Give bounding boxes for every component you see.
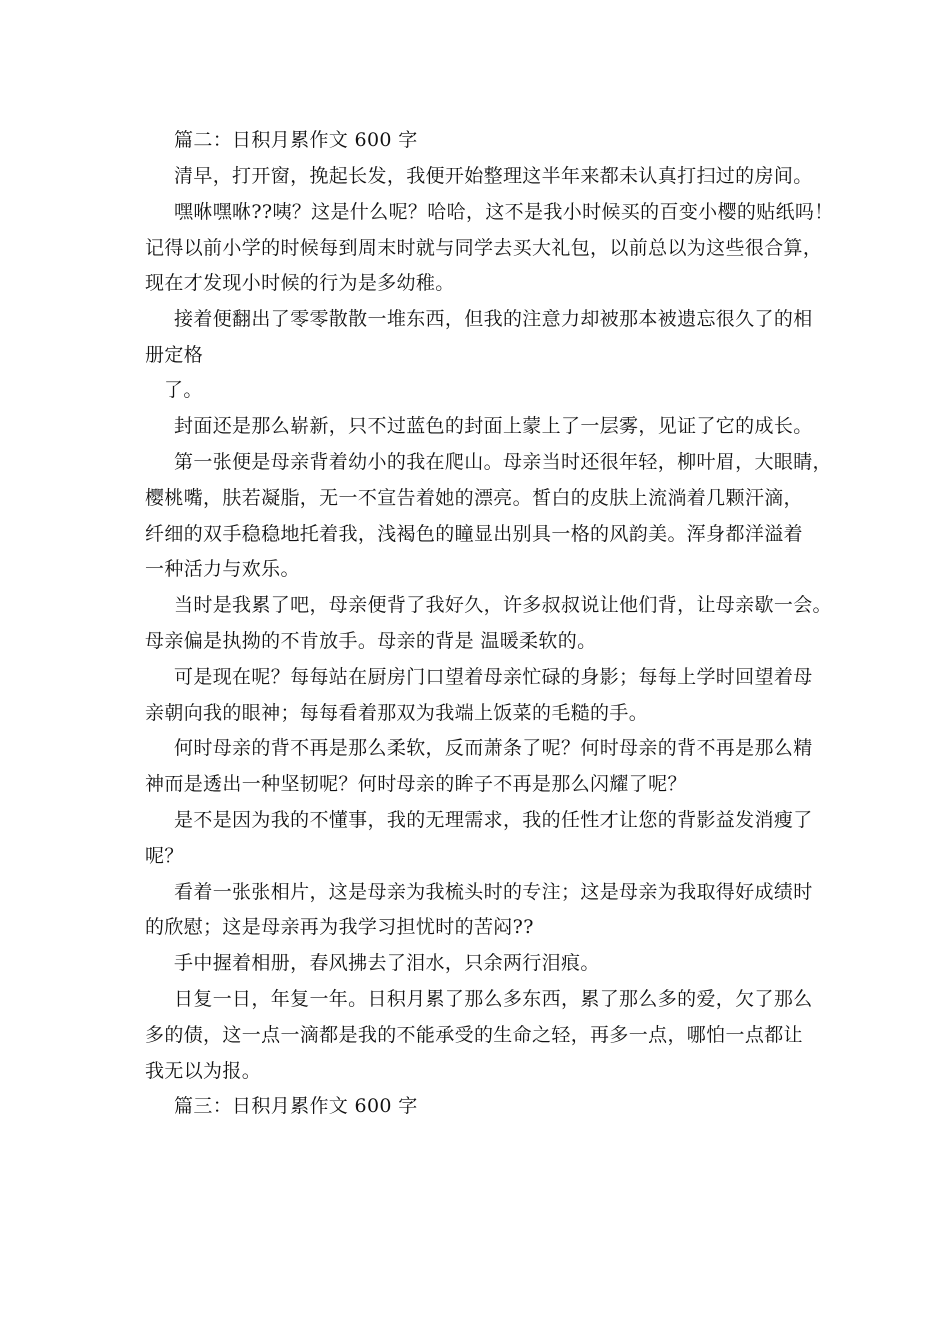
text-line: 日复一日，年复一年。日积月累了那么多东西，累了那么多的爱，欠了那么 xyxy=(174,988,813,1010)
text-line: 接着便翻出了零零散散一堆东西，但我的注意力却被那本被遗忘很久了的相 xyxy=(174,308,813,330)
text-line: 纤细的双手稳稳地托着我，浅褐色的瞳显出别具一格的风韵美。浑身都洋溢着 xyxy=(145,523,803,545)
text-line: 多的债，这一点一滴都是我的不能承受的生命之轻，再多一点，哪怕一点都让 xyxy=(145,1024,803,1046)
text-line: 封面还是那么崭新，只不过蓝色的封面上蒙上了一层雾，见证了它的成长。 xyxy=(174,415,813,437)
text-line: 册定格 xyxy=(145,344,204,366)
text-line: 看着一张张相片，这是母亲为我梳头时的专注；这是母亲为我取得好成绩时 xyxy=(174,881,813,903)
text-line: 呢？ xyxy=(145,845,184,867)
text-line: 亲朝向我的眼神；每每看着那双为我端上饭菜的毛糙的手。 xyxy=(145,702,649,724)
text-line: 可是现在呢？每每站在厨房门口望着母亲忙碌的身影；每每上学时回望着母 xyxy=(174,666,813,688)
text-line: 清早，打开窗，挽起长发，我便开始整理这半年来都未认真打扫过的房间。 xyxy=(174,165,813,187)
text-line: 的欣慰；这是母亲再为我学习担忧时的苦闷?? xyxy=(145,916,534,938)
text-line: 手中握着相册，春风拂去了泪水，只余两行泪痕。 xyxy=(174,952,600,974)
text-line: 一种活力与欢乐。 xyxy=(145,558,300,580)
section-heading: 篇二：日积月累作文 600 字 xyxy=(174,129,418,151)
text-line: 嘿咻嘿咻??咦？这是什么呢？哈哈，这不是我小时候买的百变小樱的贴纸吗！ xyxy=(174,201,834,223)
text-line: 当时是我累了吧，母亲便背了我好久，许多叔叔说让他们背，让母亲歇一会。 xyxy=(174,594,832,616)
text-line: 是不是因为我的不懂事，我的无理需求，我的任性才让您的背影益发消瘦了 xyxy=(174,809,813,831)
text-line: 神而是透出一种坚韧呢？何时母亲的眸子不再是那么闪耀了呢？ xyxy=(145,773,687,795)
section-heading: 篇三：日积月累作文 600 字 xyxy=(174,1095,418,1117)
text-line: 母亲偏是执拗的不肯放手。母亲的背是 温暖柔软的。 xyxy=(145,630,597,652)
text-line: 樱桃嘴，肤若凝脂，无一不宣告着她的漂亮。皙白的皮肤上流淌着几颗汗滴， xyxy=(145,487,803,509)
text-line: 我无以为报。 xyxy=(145,1060,262,1082)
text-line: 现在才发现小时候的行为是多幼稚。 xyxy=(145,272,455,294)
text-line: 第一张便是母亲背着幼小的我在爬山。母亲当时还很年轻，柳叶眉，大眼睛， xyxy=(174,451,832,473)
text-line: 了。 xyxy=(164,379,203,401)
text-line: 记得以前小学的时候每到周末时就与同学去买大礼包，以前总以为这些很合算， xyxy=(145,237,823,259)
text-line: 何时母亲的背不再是那么柔软，反而萧条了呢？何时母亲的背不再是那么精 xyxy=(174,737,813,759)
